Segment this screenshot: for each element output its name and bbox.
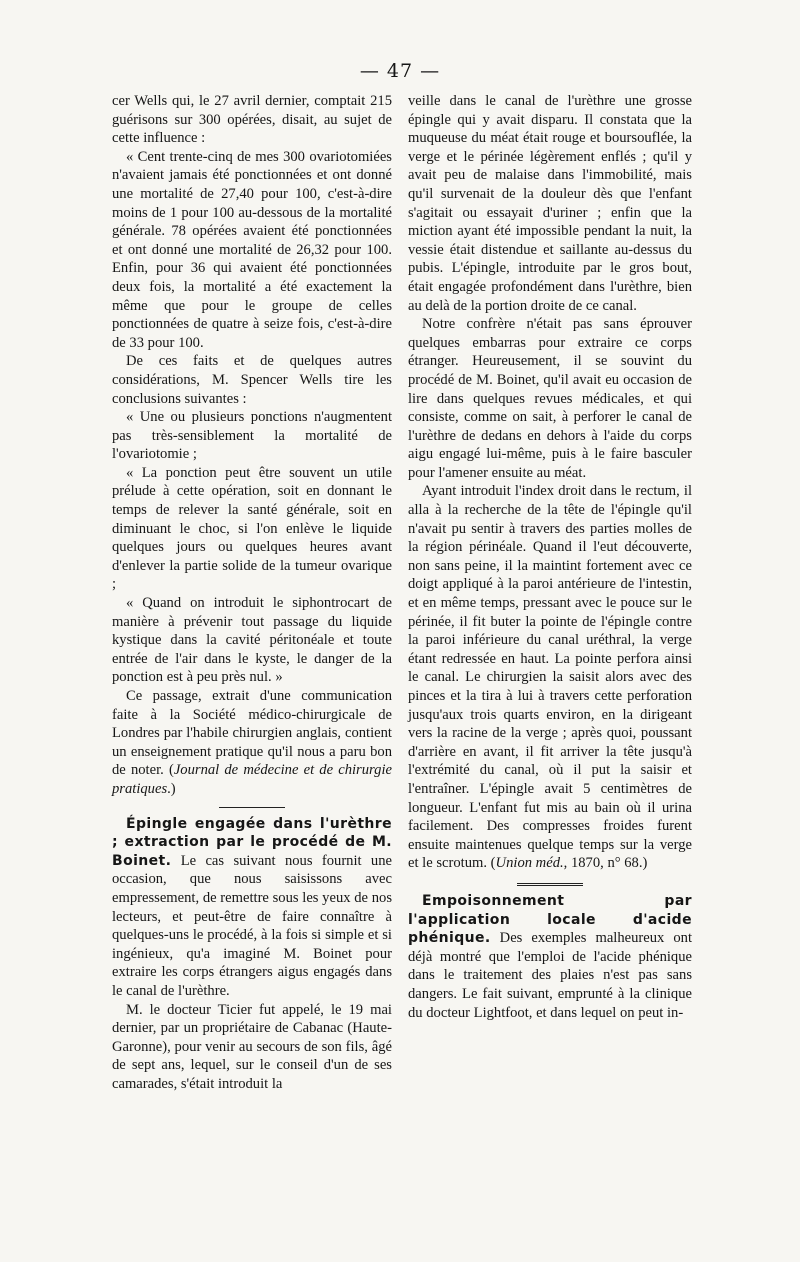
page-number: — 47 — [359, 60, 441, 82]
left-column [112, 92, 392, 1093]
section-paragraph [112, 815, 392, 1001]
paragraph-text: Des exemples malheureux ont déjà montré que l'emploi de l'acide phénique dans le traitement des plaies n'est pas sans dangers. Le fait suivant, emprunté à la clinique du docteur Lightfoot, et dans lequel on peut in- [408, 930, 692, 1021]
quote-paragraph: « Cent trente-cinq de mes 300 ovariotomiées n'avaient jamais été ponctionnées et ont donné une mortalité de 27,40 pour 100, c'est-à-dire moins de 1 pour 100 au-dessous de la mortalité générale. 78 opérées avaient été ponctionnées et ont donné une mortalité de 26,32 pour 100. Enfin, pour 36 qui avaient été ponctionnées deux fois, la mortalité a été exactement la même que pour le groupe de celles ponctionnées de quatre à seize fois, c'est-à-dire de 33 pour 100. [112, 148, 392, 351]
quote-paragraph: « Quand on introduit le siphontrocart de manière à prévenir tout passage du liquide kystique dans la cavité péritonéale et toute entrée de l'air dans le kyste, le danger de la ponction est à peu près nul. » [112, 595, 392, 686]
paragraph: cer Wells qui, le 27 avril dernier, comptait 215 guérisons sur 300 opérées, disait, au sujet de cette influence : [112, 93, 392, 147]
quote-paragraph: « Une ou plusieurs ponctions n'augmentent pas très-sensiblement la mortalité de l'ovariotomie ; [112, 409, 392, 463]
paragraph-text: Le cas suivant nous fournit une occasion, que nous saisissons avec empressement, de remettre sous les yeux de nos lecteurs, et peut-être de faire connaître à quelques-uns le procédé, à la fois si simple et si ingénieux, qu'a imaginé M. Boinet pour extraire les corps étrangers aigus engagés dans le canal de l'urèthre. [112, 852, 392, 999]
source-citation: Union méd. [495, 855, 564, 872]
paragraph: M. le docteur Ticier fut appelé, le 19 mai dernier, par un propriétaire de Cabanac (Haute-Garonne), pour venir au secours de son fils, âgé de sept ans, lequel, sur le conseil d'un de ses camarades, s'était introduit la [112, 1001, 392, 1092]
right-column [408, 92, 692, 1022]
section-divider [219, 807, 285, 808]
section-divider [517, 883, 583, 886]
citation-end: .) [167, 780, 176, 797]
paragraph: Notre confrère n'était pas sans éprouver quelques embarras pour extraire ce corps étranger. Heureusement, il se souvint du procédé de M. Boinet, qu'il avait eu occasion de lire dans quelques revues médicales, et qui consiste, comme on sait, à perforer le canal de l'urèthre de dedans en dehors à l'aide du corps aigu engagé lui-même, puis à le faire basculer pour l'amener ensuite au méat. [408, 316, 692, 481]
citation-end: , 1870, n° 68.) [563, 855, 648, 872]
paragraph: veille dans le canal de l'urèthre une grosse épingle qui y avait disparu. Il constata que la muqueuse du méat était rouge et boursouflée, la verge et le périnée légèrement enflés ; qu'il y avait peu de malaise dans l'immobilité, mais qu'il survenait de la douleur dès que l'enfant s'agitait ou essayait d'uriner ; enfin que la miction ayant été impossible pendant la nuit, la vessie était distendue et saillante au-dessus du pubis. L'épingle, introduite par le gros bout, était engagée profondément dans l'urèthre, bien au delà de la portion droite de ce canal. [408, 93, 692, 314]
quote-paragraph: « La ponction peut être souvent un utile prélude à cette opération, soit en donnant le temps de relever la santé générale, soit en diminuant le choc, si l'on enlève le liquide quelques jours ou quelques heures avant d'enlever la partie solide de la tumeur ovarique ; [112, 464, 392, 593]
section-title: Épingle engagée dans l'urèthre ; extraction par le procédé de M. Boinet. [112, 815, 392, 869]
paragraph: De ces faits et de quelques autres considérations, M. Spencer Wells tire les conclusions suivantes : [112, 353, 392, 407]
paragraph [408, 482, 692, 872]
section-title: Empoisonnement par l'application locale d'acide phénique. [408, 892, 692, 947]
paragraph [112, 687, 392, 799]
section-paragraph [408, 892, 692, 1022]
source-citation: Journal de médecine et de chirurgie pratiques [112, 762, 393, 797]
paragraph-text: Ce passage, extrait d'une communication faite à la Société médico-chirurgicale de Londres par l'habile chirurgien anglais, contient un enseignement pratique qu'il nous a paru bon de noter. ( [112, 688, 392, 779]
paragraph-text: Ayant introduit l'index droit dans le rectum, il alla à la recherche de la tête de l'épingle qu'il n'avait pu sentir à travers des parties molles de la région périnéale. Quand il l'eut découverte, non sans peine, il la maintint fortement avec ce doigt appliqué à la paroi antérieure de l'intestin, et en même temps, pressant avec le pouce sur le périnée, il fit buter la pointe de l'épingle contre la paroi inférieure du canal uréthral, la verge étant redressée en haut. La pointe perfora ainsi le canal. Le chirurgien la saisit alors avec des pinces et la tira à lui à travers cette perforation jusqu'aux trois quarts environ, en la dirigeant vers la racine de la verge ; après quoi, poussant d'arrière en avant, il fit arriver la tête jusqu'à l'extrémité du canal, où il put la saisir et l'entraîner. L'épingle avait 5 centimètres de longueur. L'enfant fut mis au bain où il urina facilement. Des compresses froides furent ensuite maintenues quelque temps sur la verge et le scrotum. ( [408, 483, 692, 872]
